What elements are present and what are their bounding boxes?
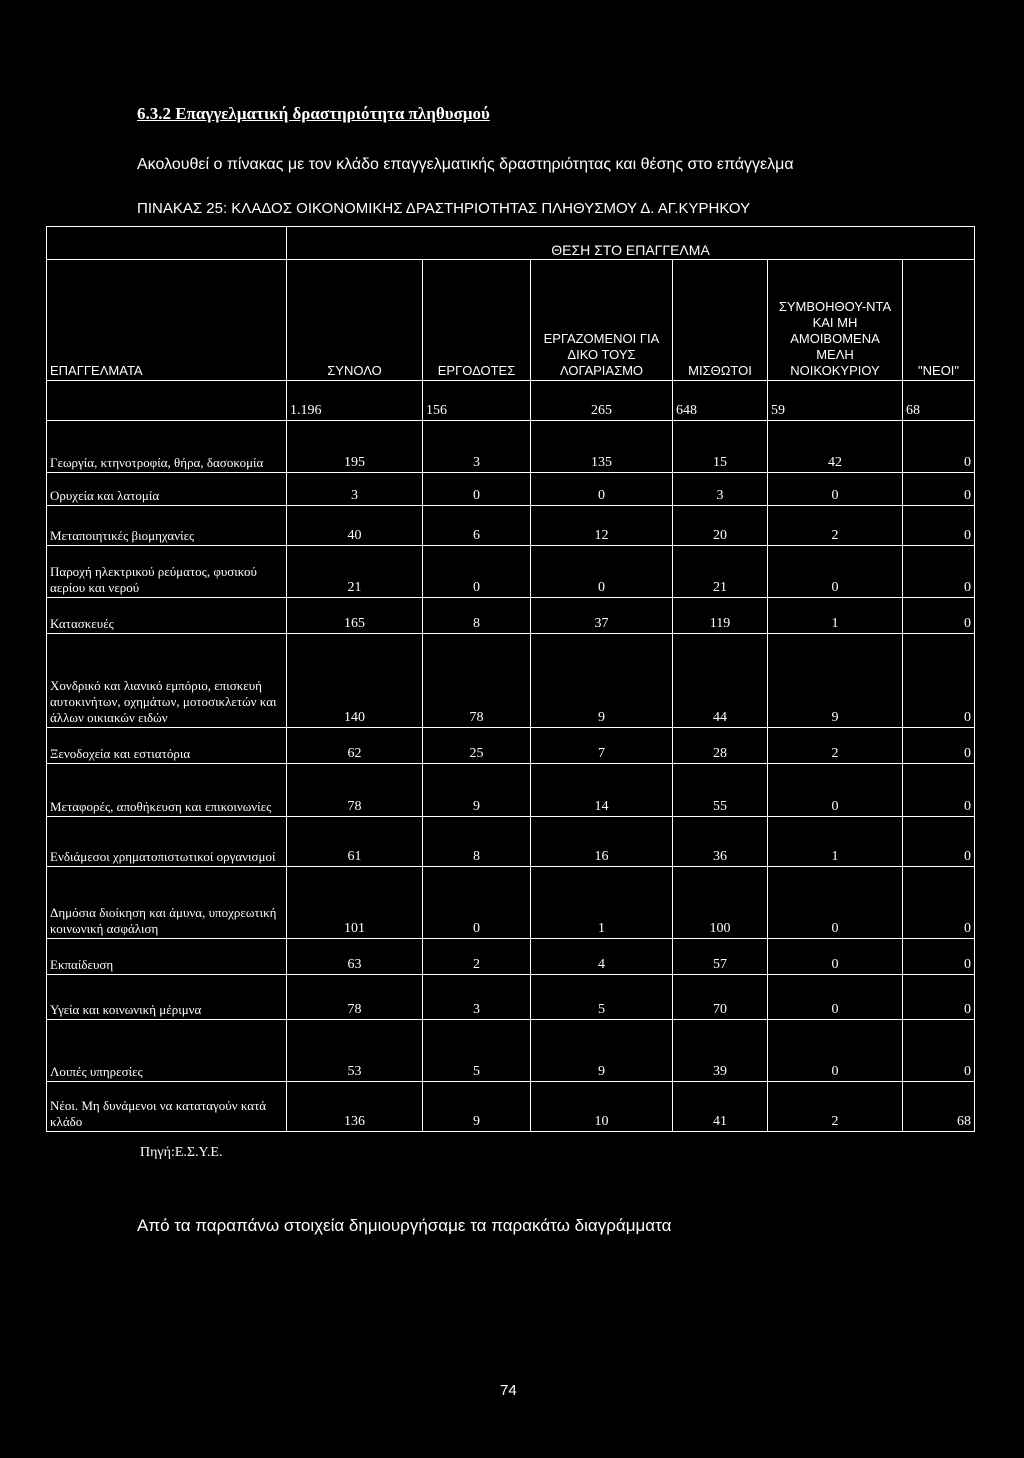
- occupation-table: [46, 226, 975, 1132]
- value-cell: 70: [673, 975, 768, 1020]
- value-cell: 78: [423, 634, 531, 728]
- value-cell: 3: [287, 473, 423, 506]
- value-cell: 21: [287, 546, 423, 598]
- value-cell: 100: [673, 867, 768, 939]
- value-cell: 8: [423, 598, 531, 634]
- column-header-row: [47, 260, 975, 381]
- value-cell: 55: [673, 764, 768, 817]
- total-cell: 1.196: [287, 381, 423, 421]
- value-cell: 5: [531, 975, 673, 1020]
- value-cell: 1: [768, 598, 903, 634]
- value-cell: 0: [903, 817, 975, 867]
- value-cell: 0: [903, 546, 975, 598]
- value-cell: 62: [287, 728, 423, 764]
- value-cell: 68: [903, 1082, 975, 1132]
- value-cell: 136: [287, 1082, 423, 1132]
- value-cell: 0: [768, 939, 903, 975]
- value-cell: 0: [531, 546, 673, 598]
- total-cell: 156: [423, 381, 531, 421]
- value-cell: 0: [903, 939, 975, 975]
- col-header-self-employed: ΕΡΓΑΖΟΜΕΝΟΙ ΓΙΑ ΔΙΚΟ ΤΟΥΣ ΛΟΓΑΡΙΑΣΜΟ: [531, 260, 673, 381]
- table-caption: ΠΙΝΑΚΑΣ 25: ΚΛΑΔΟΣ ΟΙΚΟΝΟΜΙΚΗΣ ΔΡΑΣΤΗΡΙΟΤΗΤΑΣ ΠΛΗΘΥΣΜΟΥ Δ. ΑΓ.ΚΥΡΗΚΟΥ: [137, 200, 751, 217]
- value-cell: 0: [768, 1020, 903, 1082]
- value-cell: 0: [531, 473, 673, 506]
- col-header-salaried: ΜΙΣΘΩΤΟΙ: [673, 260, 768, 381]
- value-cell: 10: [531, 1082, 673, 1132]
- value-cell: 0: [768, 867, 903, 939]
- value-cell: 25: [423, 728, 531, 764]
- value-cell: 0: [903, 598, 975, 634]
- table-row: [47, 867, 975, 939]
- value-cell: 57: [673, 939, 768, 975]
- row-label: Μεταποιητικές βιομηχανίες: [47, 506, 287, 546]
- value-cell: 6: [423, 506, 531, 546]
- value-cell: 0: [768, 473, 903, 506]
- table-row: [47, 634, 975, 728]
- col-header-employers: ΕΡΓΟΔΟΤΕΣ: [423, 260, 531, 381]
- value-cell: 195: [287, 421, 423, 473]
- col-header-total: ΣΥΝΟΛΟ: [287, 260, 423, 381]
- row-label: Μεταφορές, αποθήκευση και επικοινωνίες: [47, 764, 287, 817]
- value-cell: 12: [531, 506, 673, 546]
- total-cell: 648: [673, 381, 768, 421]
- table-row: [47, 473, 975, 506]
- table-row: [47, 1082, 975, 1132]
- table-row: [47, 817, 975, 867]
- row-label: Παροχή ηλεκτρικού ρεύματος, φυσικού αερίου και νερού: [47, 546, 287, 598]
- totals-label: [47, 381, 287, 421]
- row-label: Γεωργία, κτηνοτροφία, θήρα, δασοκομία: [47, 421, 287, 473]
- value-cell: 78: [287, 975, 423, 1020]
- col-header-family-helpers: ΣΥΜΒΟΗΘΟΥ-ΝΤΑ ΚΑΙ ΜΗ ΑΜΟΙΒΟΜΕΝΑ ΜΕΛΗ ΝΟΙΚΟΚΥΡΙΟΥ: [768, 260, 903, 381]
- value-cell: 0: [423, 867, 531, 939]
- value-cell: 63: [287, 939, 423, 975]
- value-cell: 9: [768, 634, 903, 728]
- row-label: Δημόσια διοίκηση και άμυνα, υποχρεωτική κοινωνική ασφάλιση: [47, 867, 287, 939]
- value-cell: 61: [287, 817, 423, 867]
- value-cell: 37: [531, 598, 673, 634]
- value-cell: 0: [903, 1020, 975, 1082]
- section-heading: 6.3.2 Επαγγελματική δραστηριότητα πληθυσμού: [137, 104, 490, 123]
- value-cell: 1: [768, 817, 903, 867]
- value-cell: 0: [903, 473, 975, 506]
- value-cell: 0: [903, 728, 975, 764]
- table-row: [47, 764, 975, 817]
- row-label: Κατασκευές: [47, 598, 287, 634]
- value-cell: 28: [673, 728, 768, 764]
- row-label: Νέοι. Μη δυνάμενοι να καταταγούν κατά κλάδο: [47, 1082, 287, 1132]
- value-cell: 3: [673, 473, 768, 506]
- table-row: [47, 546, 975, 598]
- table-row: [47, 506, 975, 546]
- table-row: [47, 421, 975, 473]
- value-cell: 0: [903, 975, 975, 1020]
- value-cell: 119: [673, 598, 768, 634]
- row-label: Ορυχεία και λατομία: [47, 473, 287, 506]
- value-cell: 1: [531, 867, 673, 939]
- value-cell: 5: [423, 1020, 531, 1082]
- value-cell: 0: [903, 764, 975, 817]
- intro-paragraph: Ακολουθεί ο πίνακας με τον κλάδο επαγγελματικής δραστηριότητας και θέσης στο επάγγελμα: [137, 156, 794, 173]
- table-row: [47, 975, 975, 1020]
- value-cell: 36: [673, 817, 768, 867]
- value-cell: 8: [423, 817, 531, 867]
- row-label: Υγεία και κοινωνική μέριμνα: [47, 975, 287, 1020]
- value-cell: 2: [768, 1082, 903, 1132]
- total-cell: 68: [903, 381, 975, 421]
- value-cell: 40: [287, 506, 423, 546]
- row-label: Ξενοδοχεία και εστιατόρια: [47, 728, 287, 764]
- value-cell: 2: [768, 728, 903, 764]
- value-cell: 20: [673, 506, 768, 546]
- page-number: 74: [500, 1382, 517, 1399]
- value-cell: 78: [287, 764, 423, 817]
- total-cell: 265: [531, 381, 673, 421]
- totals-row: [47, 381, 975, 421]
- value-cell: 16: [531, 817, 673, 867]
- table-row: [47, 939, 975, 975]
- col-header-occupations: ΕΠΑΓΓΕΛΜΑΤΑ: [47, 260, 287, 381]
- value-cell: 15: [673, 421, 768, 473]
- row-label: Λοιπές υπηρεσίες: [47, 1020, 287, 1082]
- value-cell: 4: [531, 939, 673, 975]
- value-cell: 41: [673, 1082, 768, 1132]
- value-cell: 101: [287, 867, 423, 939]
- value-cell: 0: [903, 634, 975, 728]
- value-cell: 9: [423, 764, 531, 817]
- col-header-young: "ΝΕΟΙ": [903, 260, 975, 381]
- value-cell: 9: [531, 634, 673, 728]
- table-row: [47, 598, 975, 634]
- value-cell: 7: [531, 728, 673, 764]
- value-cell: 0: [768, 764, 903, 817]
- value-cell: 165: [287, 598, 423, 634]
- value-cell: 0: [768, 546, 903, 598]
- total-cell: 59: [768, 381, 903, 421]
- value-cell: 0: [423, 473, 531, 506]
- value-cell: 42: [768, 421, 903, 473]
- row-label: Ενδιάμεσοι χρηματοπιστωτικοί οργανισμοί: [47, 817, 287, 867]
- value-cell: 0: [423, 546, 531, 598]
- value-cell: 9: [423, 1082, 531, 1132]
- group-header-row: [47, 227, 975, 260]
- summary-text: Από τα παραπάνω στοιχεία δημιουργήσαμε τα παρακάτω διαγράμματα: [137, 1216, 672, 1235]
- table-row: [47, 1020, 975, 1082]
- value-cell: 44: [673, 634, 768, 728]
- value-cell: 3: [423, 421, 531, 473]
- source-note: Πηγή:Ε.Σ.Υ.Ε.: [140, 1145, 223, 1160]
- table-row: [47, 728, 975, 764]
- value-cell: 14: [531, 764, 673, 817]
- value-cell: 2: [423, 939, 531, 975]
- value-cell: 140: [287, 634, 423, 728]
- value-cell: 135: [531, 421, 673, 473]
- value-cell: 9: [531, 1020, 673, 1082]
- value-cell: 21: [673, 546, 768, 598]
- value-cell: 2: [768, 506, 903, 546]
- value-cell: 3: [423, 975, 531, 1020]
- header-blank: [47, 227, 287, 260]
- value-cell: 0: [903, 421, 975, 473]
- value-cell: 0: [903, 506, 975, 546]
- row-label: Εκπαίδευση: [47, 939, 287, 975]
- value-cell: 0: [903, 867, 975, 939]
- value-cell: 0: [768, 975, 903, 1020]
- group-header: ΘΕΣΗ ΣΤΟ ΕΠΑΓΓΕΛΜΑ: [287, 227, 975, 260]
- value-cell: 39: [673, 1020, 768, 1082]
- value-cell: 53: [287, 1020, 423, 1082]
- row-label: Χονδρικό και λιανικό εμπόριο, επισκευή αυτοκινήτων, οχημάτων, μοτοσικλετών και άλλων οικιακών ειδών: [47, 634, 287, 728]
